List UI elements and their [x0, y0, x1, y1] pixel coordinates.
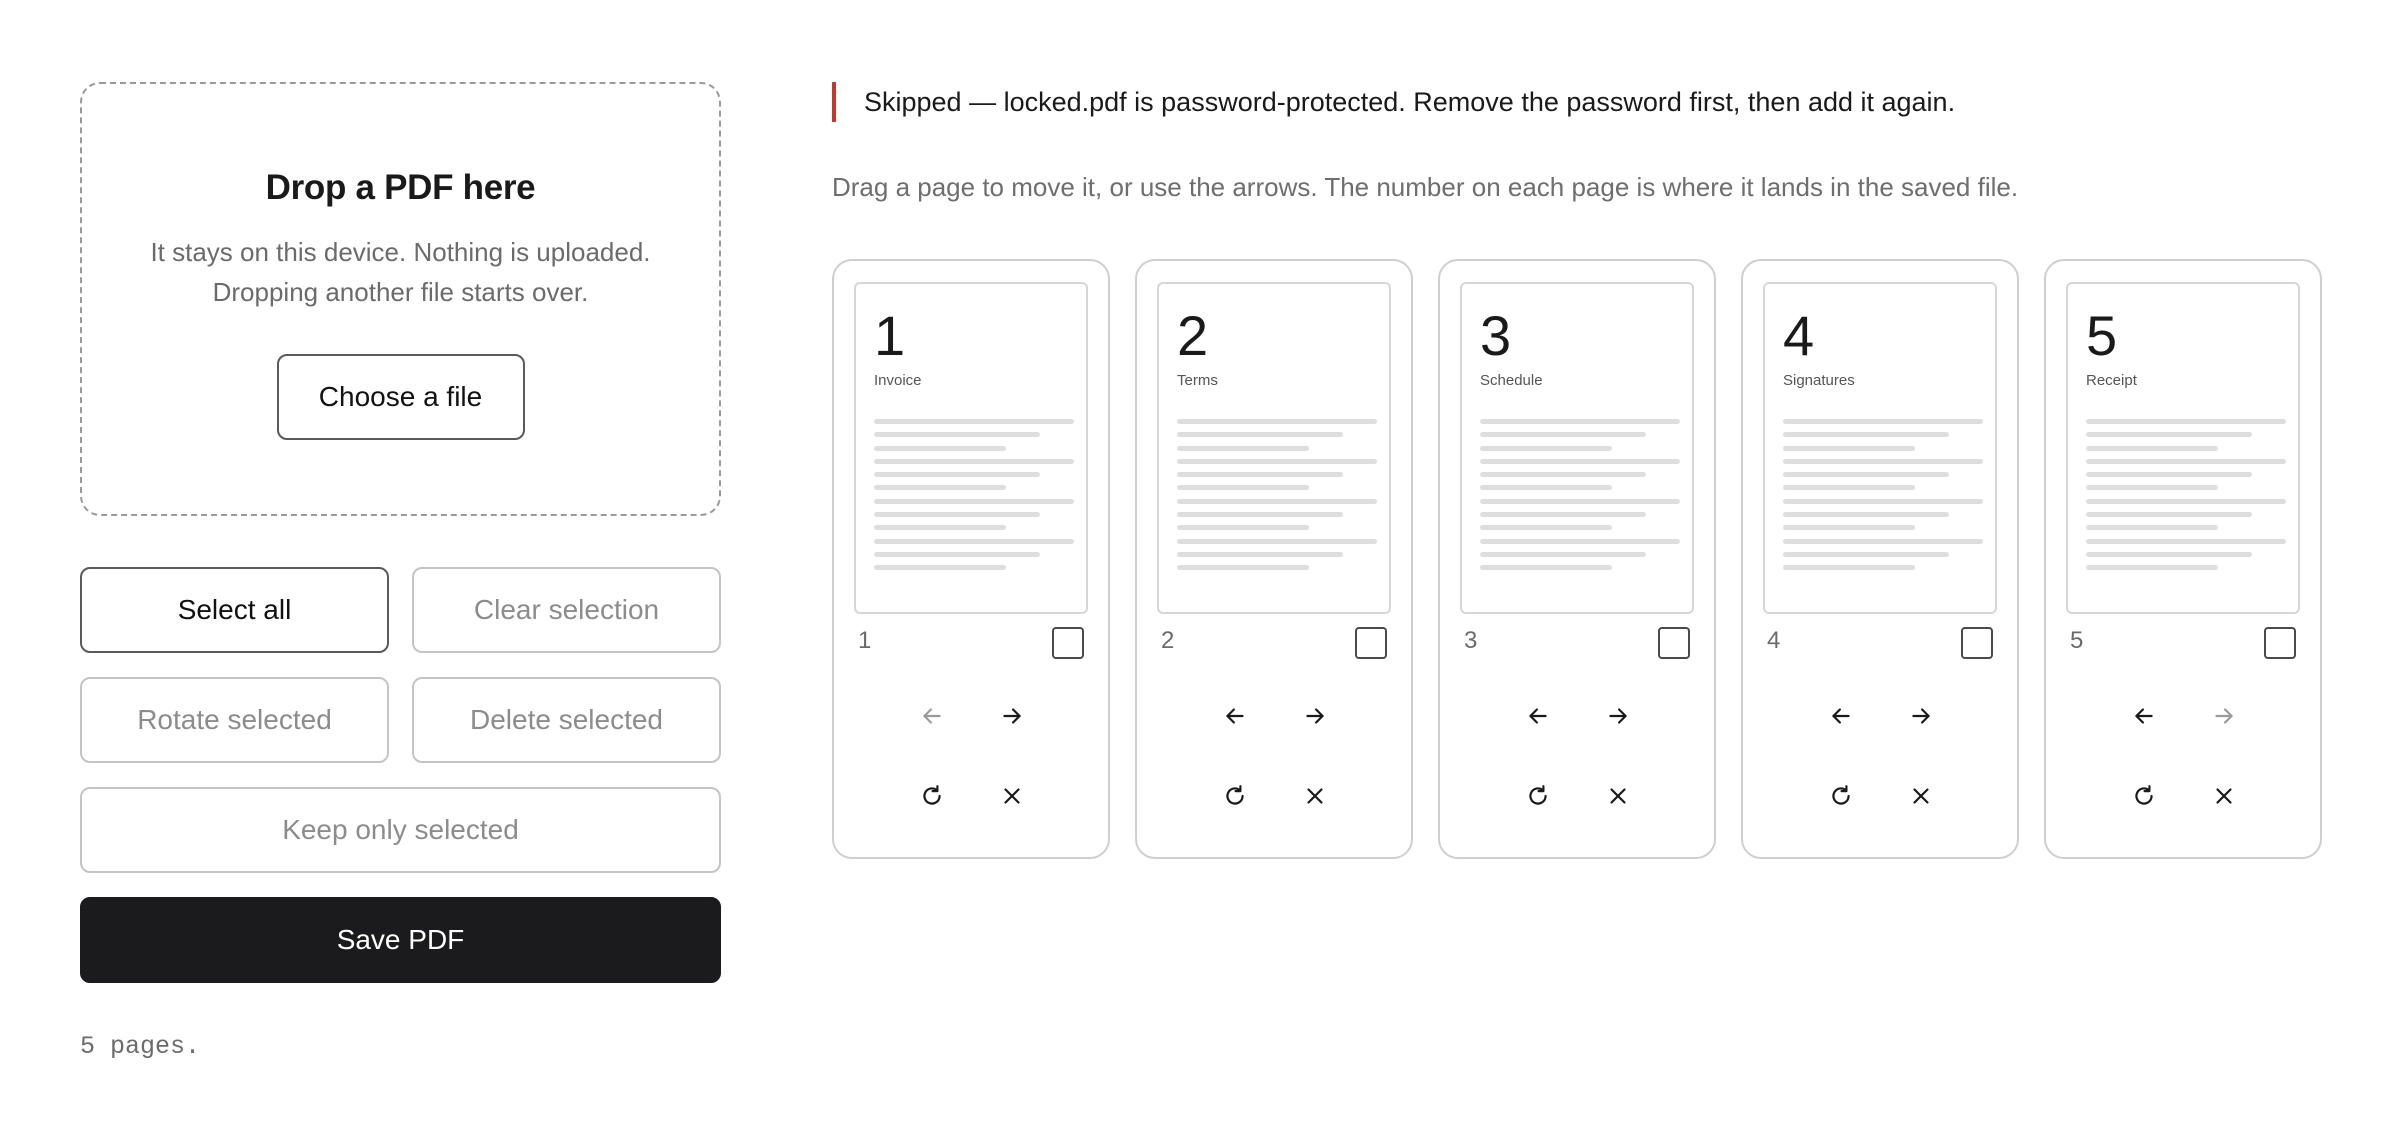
thumbnail-text-lines: [2086, 419, 2286, 579]
choose-file-button[interactable]: Choose a file: [277, 354, 525, 440]
page-index: 3: [1464, 627, 1478, 654]
text-line: [1480, 539, 1680, 544]
page-index: 2: [1161, 627, 1175, 654]
thumbnail-page-label: Schedule: [1480, 372, 1543, 389]
rotate-icon[interactable]: [1213, 774, 1257, 818]
dropzone-line-2: Dropping another file starts over.: [212, 277, 589, 307]
page-card[interactable]: [2044, 259, 2322, 859]
thumbnail-page-label: Terms: [1177, 372, 1218, 389]
text-line: [874, 485, 1006, 490]
page-count-status: 5 pages.: [80, 1032, 201, 1061]
text-line: [1783, 565, 1915, 570]
text-line: [1480, 459, 1680, 464]
text-line: [1783, 525, 1915, 530]
arrow-left-icon[interactable]: [910, 694, 954, 738]
close-icon[interactable]: [2202, 774, 2246, 818]
text-line: [874, 539, 1074, 544]
dropzone-description: [150, 232, 650, 312]
text-line: [874, 512, 1040, 517]
text-line: [1783, 432, 1949, 437]
text-line: [1177, 472, 1343, 477]
thumbnail-page-number: 3: [1480, 304, 1512, 367]
arrow-right-icon[interactable]: [990, 694, 1034, 738]
page-card[interactable]: [832, 259, 1110, 859]
text-line: [2086, 512, 2252, 517]
text-line: [874, 419, 1074, 424]
text-line: [1480, 419, 1680, 424]
text-line: [874, 552, 1040, 557]
text-line: [874, 446, 1006, 451]
arrow-left-icon[interactable]: [1213, 694, 1257, 738]
text-line: [2086, 419, 2286, 424]
text-line: [1480, 512, 1646, 517]
arrow-left-icon[interactable]: [1516, 694, 1560, 738]
thumbnail-page-label: Invoice: [874, 372, 922, 389]
thumbnail-page-number: 1: [874, 304, 906, 367]
arrow-right-icon[interactable]: [1596, 694, 1640, 738]
thumbnail-page-label: Receipt: [2086, 372, 2137, 389]
page-select-checkbox[interactable]: [2264, 627, 2296, 659]
text-line: [1177, 446, 1309, 451]
text-line: [1177, 459, 1377, 464]
thumbnail-text-lines: [874, 419, 1074, 579]
text-line: [2086, 432, 2252, 437]
thumbnail-text-lines: [1783, 419, 1983, 579]
text-line: [1177, 539, 1377, 544]
text-line: [1783, 499, 1983, 504]
arrow-right-icon[interactable]: [2202, 694, 2246, 738]
text-line: [874, 525, 1006, 530]
rotate-selected-button[interactable]: Rotate selected: [80, 677, 389, 763]
page-card[interactable]: [1741, 259, 2019, 859]
select-all-button[interactable]: Select all: [80, 567, 389, 653]
text-line: [2086, 552, 2252, 557]
page-index: 1: [858, 627, 872, 654]
page-thumbnail: [1157, 282, 1391, 614]
thumbnail-page-number: 5: [2086, 304, 2118, 367]
text-line: [874, 499, 1074, 504]
text-line: [1177, 565, 1309, 570]
thumbnail-page-number: 2: [1177, 304, 1209, 367]
page-card[interactable]: [1438, 259, 1716, 859]
skipped-file-alert: [832, 82, 1955, 122]
thumbnail-text-lines: [1480, 419, 1680, 579]
page-select-checkbox[interactable]: [1961, 627, 1993, 659]
text-line: [874, 472, 1040, 477]
arrow-right-icon[interactable]: [1899, 694, 1943, 738]
page-index: 5: [2070, 627, 2084, 654]
text-line: [874, 459, 1074, 464]
page-thumbnail: [854, 282, 1088, 614]
text-line: [2086, 525, 2218, 530]
text-line: [1783, 512, 1949, 517]
close-icon[interactable]: [1293, 774, 1337, 818]
text-line: [2086, 446, 2218, 451]
text-line: [1177, 499, 1377, 504]
thumbnail-page-label: Signatures: [1783, 372, 1855, 389]
thumbnail-page-number: 4: [1783, 304, 1815, 367]
text-line: [1783, 472, 1949, 477]
page-card[interactable]: [1135, 259, 1413, 859]
text-line: [2086, 565, 2218, 570]
text-line: [1480, 552, 1646, 557]
text-line: [1177, 432, 1343, 437]
text-line: [1177, 552, 1343, 557]
text-line: [874, 432, 1040, 437]
page-index: 4: [1767, 627, 1781, 654]
dropzone-line-1: It stays on this device. Nothing is uploaded.: [150, 237, 651, 267]
reorder-hint: Drag a page to move it, or use the arrows. The number on each page is where it lands in the saved file.: [832, 172, 2019, 202]
text-line: [874, 565, 1006, 570]
page-thumbnail: [1763, 282, 1997, 614]
thumbnail-text-lines: [1177, 419, 1377, 579]
page-thumbnail: [1460, 282, 1694, 614]
text-line: [1480, 499, 1680, 504]
text-line: [1783, 446, 1915, 451]
text-line: [1480, 565, 1612, 570]
page-select-checkbox[interactable]: [1658, 627, 1690, 659]
save-pdf-button[interactable]: Save PDF: [80, 897, 721, 983]
text-line: [1480, 432, 1646, 437]
text-line: [2086, 485, 2218, 490]
text-line: [1480, 472, 1646, 477]
arrow-left-icon[interactable]: [1819, 694, 1863, 738]
keep-only-selected-button[interactable]: Keep only selected: [80, 787, 721, 873]
alert-text: Skipped — locked.pdf is password-protected. Remove the password first, then add it again.: [864, 86, 1956, 117]
dropzone-title: Drop a PDF here: [265, 168, 536, 207]
pdf-dropzone[interactable]: [80, 82, 721, 516]
arrow-right-icon[interactable]: [1293, 694, 1337, 738]
text-line: [1783, 485, 1915, 490]
close-icon[interactable]: [1596, 774, 1640, 818]
text-line: [1783, 419, 1983, 424]
rotate-icon[interactable]: [2122, 774, 2166, 818]
text-line: [2086, 539, 2286, 544]
page-thumbnail: [2066, 282, 2300, 614]
text-line: [1177, 525, 1309, 530]
text-line: [1177, 485, 1309, 490]
close-icon[interactable]: [990, 774, 1034, 818]
text-line: [1177, 419, 1377, 424]
text-line: [1480, 446, 1612, 451]
page-select-checkbox[interactable]: [1052, 627, 1084, 659]
delete-selected-button[interactable]: Delete selected: [412, 677, 721, 763]
text-line: [1783, 459, 1983, 464]
text-line: [2086, 472, 2252, 477]
rotate-icon[interactable]: [1819, 774, 1863, 818]
close-icon[interactable]: [1899, 774, 1943, 818]
text-line: [1177, 512, 1343, 517]
page-select-checkbox[interactable]: [1355, 627, 1387, 659]
text-line: [1783, 539, 1983, 544]
text-line: [1480, 485, 1612, 490]
text-line: [1480, 525, 1612, 530]
rotate-icon[interactable]: [1516, 774, 1560, 818]
rotate-icon[interactable]: [910, 774, 954, 818]
text-line: [1783, 552, 1949, 557]
arrow-left-icon[interactable]: [2122, 694, 2166, 738]
text-line: [2086, 459, 2286, 464]
text-line: [2086, 499, 2286, 504]
clear-selection-button[interactable]: Clear selection: [412, 567, 721, 653]
